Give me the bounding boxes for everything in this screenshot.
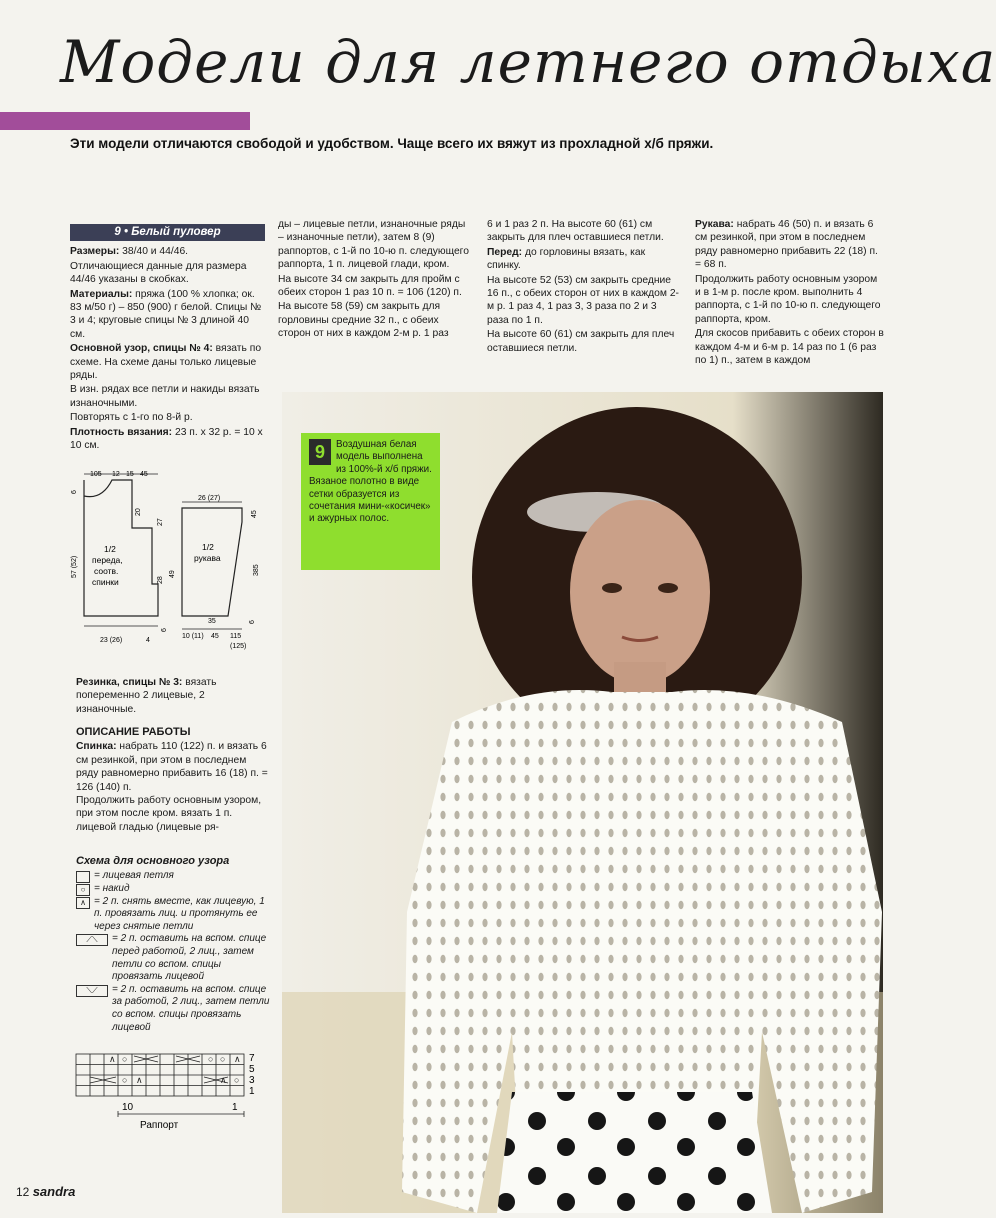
front-paragraph	[487, 246, 680, 273]
materials	[70, 288, 265, 342]
rib-text: вязать попеременно 2 лицевые, 2 изнаночные.	[76, 677, 217, 715]
polka-skirt-shape	[497, 1092, 772, 1213]
materials-text: пряжа (100 % хлопка; ок. 83 м/50 г) – 850 (900) г белой. Спицы № 3 и 4; круговые спицы № 3 длиной 40 см.	[70, 288, 262, 340]
back-paragraph	[76, 740, 271, 794]
schemes-svg	[70, 466, 270, 656]
column-2	[278, 218, 471, 342]
back-text: набрать 110 (122) п. и вязать 6 см резинкой, при этом в последнем ряду равномерно прибавить 16 (18) п. = 126 (140) п.	[76, 741, 268, 793]
pattern	[70, 342, 265, 382]
svg-text:∧: ∧	[234, 1054, 241, 1064]
dim-left-b: 57 (52)	[71, 555, 78, 578]
repeat-note: Повторять с 1-го по 8-й р.	[70, 412, 193, 424]
chart-row-7: 7	[249, 1053, 255, 1064]
legend-item	[76, 870, 271, 883]
face-shape	[570, 500, 710, 684]
dim-top-mid2: 15	[126, 471, 134, 478]
dim-bottom-c: 6	[161, 628, 168, 632]
sizes-note: Отличающиеся данные для размера 44/46 указаны в скобках.	[70, 260, 247, 286]
front-label-1: 1/2	[104, 544, 116, 554]
caption-text: Воздушная белая модель выполнена из 100%-й х/б пряжи. Вязаное полотно в виде сетки образуется из сочетания мини-«косичек» и ажурных полос.	[309, 439, 432, 525]
legend-text: = 2 п. снять вместе, как лицевую, 1 п. провязать лиц. и протянуть ее через снятые петли	[94, 895, 265, 932]
description-heading: ОПИСАНИЕ РАБОТЫ	[76, 726, 191, 738]
col2-p2: На высоте 34 см закрыть для пройм с обеих сторон 1 раз 10 п. = 106 (120) п.	[278, 273, 462, 299]
magazine-brand: sandra	[32, 1184, 76, 1199]
photo-caption	[301, 433, 440, 570]
col3-p1: 6 и 1 раз 2 п. На высоте 60 (61) см закрыть для плеч оставшиеся петли.	[487, 219, 664, 244]
col2-p1: ды – лицевые петли, изнаночные ряды – изнаночные петли), затем 8 (9) раппортов, с 1-й по 10-ю п. следующего раппорта, 1 п. лицевой глади, кром.	[278, 219, 469, 271]
model-header: 9 • Белый пуловер	[70, 224, 265, 241]
column-3	[487, 218, 680, 356]
pattern-note: В изн. рядах все петли и накиды вязать изнаночными.	[70, 384, 260, 409]
dim-top-right: 45	[140, 471, 148, 478]
dim-sleeve-r3: 6	[249, 620, 256, 624]
dim-sleeve-b1: 10 (11)	[182, 633, 204, 640]
dim-sleeve-r2: 385	[253, 564, 260, 576]
sleeves-paragraph	[695, 218, 885, 272]
dim-right-a: 20	[135, 508, 142, 516]
svg-text:○: ○	[220, 1054, 226, 1064]
front-text: до горловины вязать, как спинку.	[487, 246, 646, 272]
legend-text: = 2 п. оставить на вспом. спице перед работой, 2 лиц., затем петли со вспом. спицы провязать лицевой	[112, 933, 267, 983]
sizes-label: Размеры:	[70, 246, 120, 258]
legend-item	[76, 984, 271, 1034]
materials-label: Материалы:	[70, 288, 133, 300]
col2-p3: На высоте 58 (59) см закрыть для горловины средние 32 п., с обеих сторон от них в каждом 2-м р. 1 раз	[278, 301, 449, 340]
dim-sleeve-top: 26 (27)	[198, 495, 221, 502]
dim-top-mid: 12	[112, 471, 120, 478]
dim-right-c: 28	[157, 576, 164, 584]
density-label: Плотность вязания:	[70, 426, 173, 438]
front-label-2: переда,	[92, 555, 123, 565]
sleeve-label-1: 1/2	[202, 542, 214, 552]
col4-p2: Продолжить работу основным узором и в 1-м р. после кром. выполнить 4 раппорта, с 1-й по 10-ю п. следующего раппорта, кром.	[695, 273, 881, 325]
col4-p3: Для скосов прибавить с обеих сторон в каждом 4-м и 6-м р. 14 раз по 1 (6 раз по 1) п., затем в каждом	[695, 328, 884, 367]
density	[70, 426, 265, 453]
col3-p2: На высоте 52 (53) см закрыть средние 16 п., с обеих сторон от них в каждом 2-м р. 1 раз 4, 1 раз 3, 3 раза по 2 и 3 раза по 1 п.	[487, 274, 679, 326]
column-1	[70, 224, 265, 454]
back-paragraph-2: Продолжить работу основным узором, при этом после кром. вязать 1 п. лицевой гладью (лицевые ря-	[76, 795, 262, 833]
dim-bottom-b: 4	[146, 637, 150, 644]
dim-sleeve-b3: 115	[230, 633, 242, 640]
work-description	[76, 726, 271, 834]
dim-left-a: 6	[71, 490, 78, 494]
sleeves-text: набрать 46 (50) п. и вязать 6 см резинкой, при этом в последнем ряду равномерно прибавить 22 (18) п. = 68 п.	[695, 219, 878, 271]
svg-text:∧: ∧	[220, 1075, 227, 1085]
dim-top-left: 105	[90, 471, 102, 478]
legend-text: = накид	[94, 882, 130, 894]
svg-text:∧: ∧	[136, 1075, 143, 1085]
back-label: Спинка:	[76, 741, 117, 753]
knitting-chart	[72, 1048, 267, 1133]
legend-item	[76, 883, 271, 896]
sizes-text: 38/40 и 44/46.	[119, 246, 189, 258]
pattern-label: Основной узор, спицы № 4:	[70, 343, 213, 355]
yarn-over-icon: ○	[76, 884, 90, 896]
col3-p3: На высоте 60 (61) см закрыть для плеч оставшиеся петли.	[487, 329, 675, 354]
svg-text:○: ○	[122, 1075, 128, 1085]
sleeve-label-2: рукава	[194, 553, 221, 563]
pattern-legend	[76, 855, 271, 1034]
svg-text:○: ○	[122, 1054, 128, 1064]
cable-back-icon: ⟍⟋	[76, 985, 108, 997]
rib-pattern	[76, 676, 266, 716]
legend-item	[76, 896, 271, 934]
svg-text:○: ○	[208, 1054, 214, 1064]
dim-sleeve-b2: 45	[211, 633, 219, 640]
cable-front-icon: ⟋⟍	[76, 934, 108, 946]
legend-title: Схема для основного узора	[76, 855, 230, 867]
knit-stitch-icon	[76, 871, 90, 883]
accent-bar	[0, 112, 250, 130]
sleeves-label: Рукава:	[695, 219, 734, 230]
front-label: Перед:	[487, 246, 523, 258]
dim-sleeve-b5: 35	[208, 618, 216, 625]
svg-text:∧: ∧	[109, 1054, 116, 1064]
front-outline	[84, 480, 158, 616]
front-label-3: соотв.	[94, 566, 119, 576]
legend-item	[76, 933, 271, 983]
density-text: 23 п. x 32 р. = 10 x 10 см.	[70, 426, 263, 452]
caption-number: 9	[309, 439, 331, 465]
rapport-label: Раппорт	[140, 1120, 179, 1131]
sizes	[70, 245, 265, 258]
front-label-4: спинки	[92, 577, 119, 587]
legend-text: = лицевая петля	[94, 869, 174, 881]
chart-stitch-10: 10	[122, 1102, 134, 1113]
dim-right-b: 27	[157, 518, 164, 526]
dim-right-d: 49	[169, 570, 176, 578]
legend-text: = 2 п. оставить на вспом. спице за работой, 2 лиц., затем петли со вспом. спицы провязать лицевой	[112, 983, 270, 1033]
pattern-text: вязать по схеме. На схеме даны только лицевые ряды.	[70, 343, 262, 382]
chart-stitch-1: 1	[232, 1102, 238, 1113]
page-subtitle: Эти модели отличаются свободой и удобством. Чаще всего их вяжут из прохладной х/б пряжи.	[70, 136, 714, 151]
dim-sleeve-b4: (125)	[230, 643, 247, 650]
page-footer	[16, 1184, 75, 1199]
chart-row-1: 1	[249, 1086, 255, 1097]
rib-label: Резинка, спицы № 3:	[76, 677, 183, 688]
garment-schemes	[70, 466, 270, 656]
column-4	[695, 218, 885, 368]
dim-bottom-a: 23 (26)	[100, 637, 123, 644]
svg-text:○: ○	[234, 1075, 240, 1085]
knitting-chart-svg	[72, 1048, 267, 1133]
page-title: Модели для летнего отдыха	[60, 28, 996, 96]
chart-row-3: 3	[249, 1075, 255, 1086]
dim-sleeve-r1: 45	[251, 510, 258, 518]
decrease-icon: ∧	[76, 897, 90, 909]
chart-row-5: 5	[249, 1064, 255, 1075]
page-number: 12	[16, 1185, 30, 1199]
